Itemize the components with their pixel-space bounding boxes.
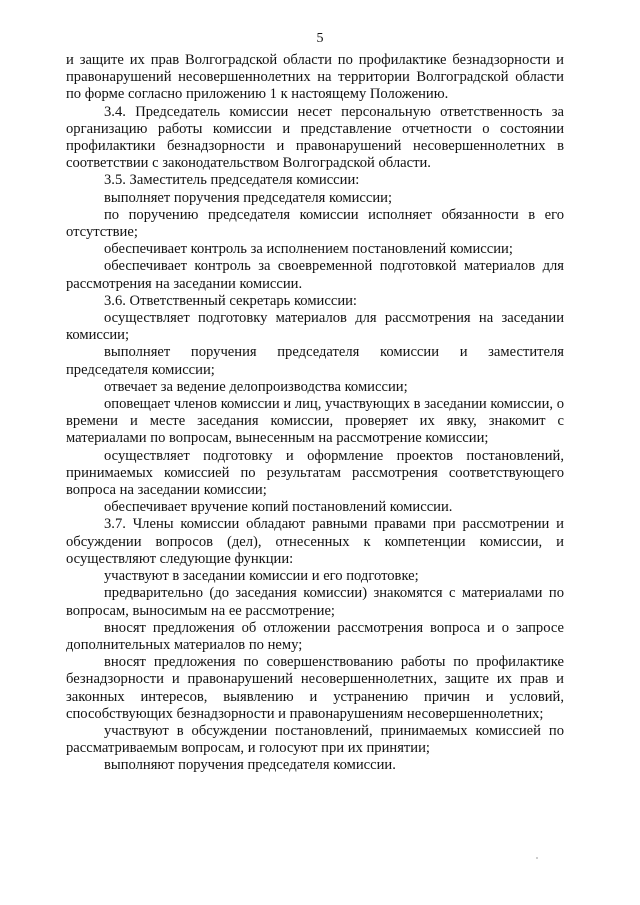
paragraph: выполняют поручения председателя комиссии.	[104, 757, 396, 774]
paragraph: 3.4. Председатель комиссии несет персональную ответственность за организацию работы комиссии и представление отчетности о состоянии профилактики безнадзорности и правонарушений несовершеннолетних в соответствии с законодательством Волгоградской области.	[66, 103, 564, 172]
paragraph: отвечает за ведение делопроизводства комиссии;	[104, 378, 408, 395]
paragraph: выполняет поручения председателя комиссии и заместителя председателя комиссии;	[66, 344, 564, 378]
paragraph: осуществляет подготовку материалов для рассмотрения на заседании комиссии;	[66, 310, 564, 344]
document-body	[66, 52, 564, 775]
paragraph: по поручению председателя комиссии исполняет обязанности в его отсутствие;	[66, 206, 564, 241]
paragraph: участвуют в обсуждении постановлений, принимаемых комиссией по рассматриваемым вопросам, и голосуют при их принятии;	[66, 722, 564, 757]
paragraph: вносят предложения по совершенствованию работы по профилактике безнадзорности и правонарушений несовершеннолетних, защите их прав и законных интересов, выявлению и устранению причин и условий, способствующих безнадзорности и правонарушениям несовершеннолетних;	[66, 654, 564, 722]
paragraph: и защите их прав Волгоградской области по профилактике безнадзорности и правонарушений несовершеннолетних на территории Волгоградской области по форме согласно приложению 1 к настоящему Положению.	[66, 52, 564, 103]
paragraph: 3.7. Члены комиссии обладают равными правами при рассмотрении и обсуждении вопросов (дел), отнесенных к компетенции комиссии, и осуществляют следующие функции:	[66, 516, 564, 567]
paragraph: обеспечивает контроль за исполнением постановлений комиссии;	[104, 241, 513, 258]
page-number: 5	[316, 31, 324, 46]
paragraph: обеспечивает контроль за своевременной подготовкой материалов для рассмотрения на заседании комиссии.	[66, 258, 564, 292]
paragraph: 3.6. Ответственный секретарь комиссии:	[104, 292, 357, 309]
paragraph: 3.5. Заместитель председателя комиссии:	[104, 172, 360, 189]
paragraph: осуществляет подготовку и оформление проектов постановлений, принимаемых комиссией по результатам рассмотрения соответствующего вопроса на заседании комиссии;	[66, 447, 564, 499]
paragraph: участвуют в заседании комиссии и его подготовке;	[104, 568, 419, 585]
paragraph: выполняет поручения председателя комиссии;	[104, 189, 393, 206]
paragraph: предварительно (до заседания комиссии) знакомятся с материалами по вопросам, выносимым на ее рассмотрение;	[66, 585, 564, 619]
scan-speck	[536, 857, 538, 859]
paragraph: оповещает членов комиссии и лиц, участвующих в заседании комиссии, о времени и месте заседания комиссии, проверяет их явку, знакомит с материалами по вопросам, вынесенным на рассмотрение комиссии;	[66, 396, 564, 447]
paragraph: вносят предложения об отложении рассмотрения вопроса и о запросе дополнительных материалов по нему;	[66, 619, 564, 653]
paragraph: обеспечивает вручение копий постановлений комиссии.	[104, 499, 453, 516]
